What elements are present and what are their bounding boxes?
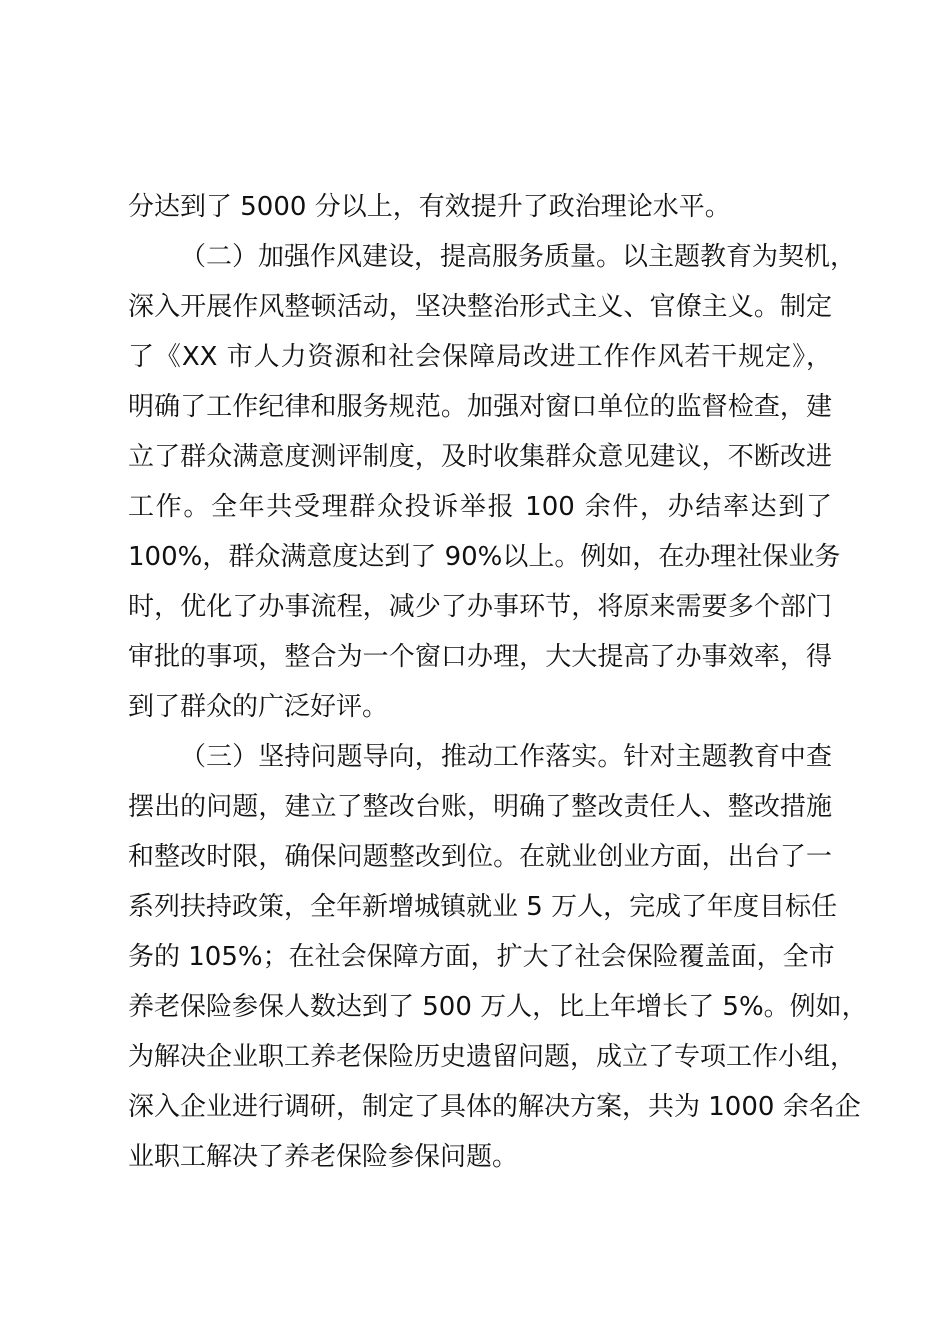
text-line: 立了群众满意度测评制度，及时收集群众意见建议，不断改进 [128,442,832,472]
text-line: 养老保险参保人数达到了 500 万人，比上年增长了 5%。例如， [128,992,868,1022]
text-line: 时，优化了办事流程，减少了办事环节，将原来需要多个部门 [128,592,832,622]
text-line: 务的 105%；在社会保障方面，扩大了社会保险覆盖面，全市 [128,942,835,972]
text-line: 审批的事项，整合为一个窗口办理，大大提高了办事效率，得 [128,642,832,672]
text-line: 深入企业进行调研，制定了具体的解决方案，共为 1000 余名企 [128,1092,861,1122]
text-line: 业职工解决了养老保险参保问题。 [128,1142,519,1172]
section-heading-three: （三）坚持问题导向，推动工作落实。针对主题教育中查 [180,742,832,772]
section-heading-two: （二）加强作风建设，提高服务质量。以主题教育为契机， [180,242,857,272]
text-line: 和整改时限，确保问题整改到位。在就业创业方面，出台了一 [128,842,832,872]
text-line: 了《XX 市人力资源和社会保障局改进工作作风若干规定》， [128,342,832,372]
text-line: 系列扶持政策，全年新增城镇就业 5 万人，完成了年度目标任 [128,892,838,922]
text-line: 分达到了 5000 分以上，有效提升了政治理论水平。 [128,192,731,222]
text-line: 摆出的问题，建立了整改台账，明确了整改责任人、整改措施 [128,792,832,822]
text-line: 100%，群众满意度达到了 90%以上。例如，在办理社保业务 [128,542,841,572]
text-line: 到了群众的广泛好评。 [128,692,389,722]
text-line: 工作。全年共受理群众投诉举报 100 余件，办结率达到了 [128,492,832,522]
text-line: 深入开展作风整顿活动，坚决整治形式主义、官僚主义。制定 [128,292,832,322]
text-line: 为解决企业职工养老保险历史遗留问题，成立了专项工作小组， [128,1042,857,1072]
text-line: 明确了工作纪律和服务规范。加强对窗口单位的监督检查，建 [128,392,832,422]
